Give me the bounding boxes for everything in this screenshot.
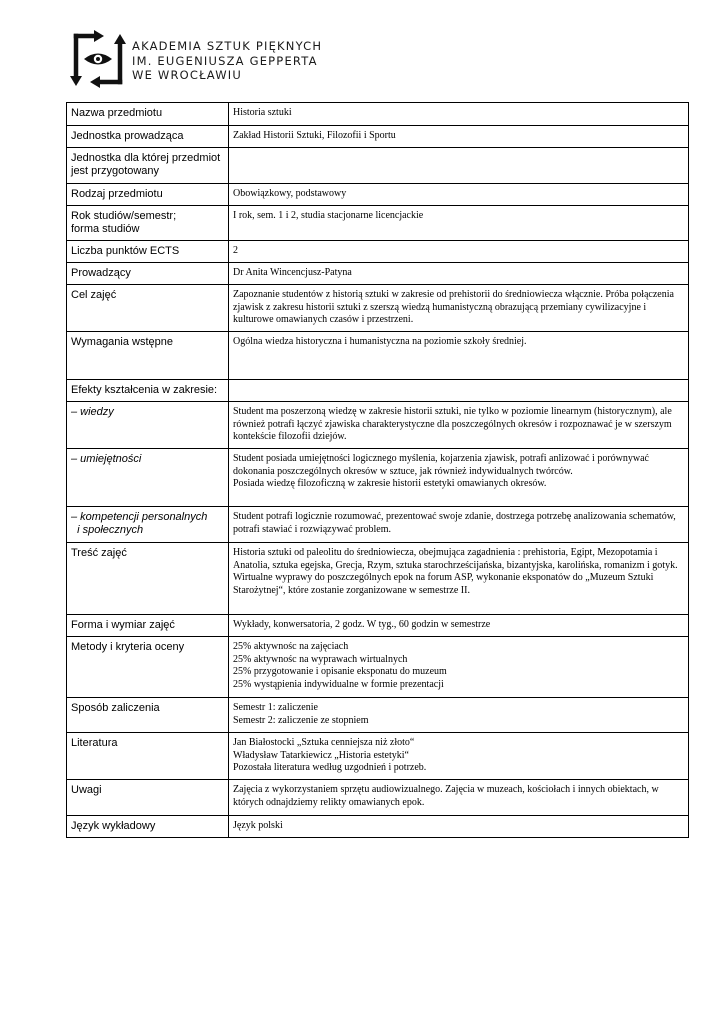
row-notes xyxy=(67,780,689,816)
value-requirements: Ogólna wiedza historyczna i humanistyczna na poziomie szkoły średniej. xyxy=(229,332,689,380)
label-skills: – umiejętności xyxy=(67,449,229,507)
value-unit: Zakład Historii Sztuki, Filozofii i Sportu xyxy=(229,126,689,148)
label-ects: Liczba punktów ECTS xyxy=(67,241,229,263)
row-language xyxy=(67,816,689,838)
row-knowledge xyxy=(67,402,689,449)
value-lecturer: Dr Anita Wincencjusz-Patyna xyxy=(229,263,689,285)
row-competences xyxy=(67,507,689,543)
label-language: Język wykładowy xyxy=(67,816,229,838)
row-requirements xyxy=(67,332,689,380)
row-ects xyxy=(67,241,689,263)
row-course-name xyxy=(67,103,689,126)
course-syllabus-table xyxy=(66,102,689,838)
university-name xyxy=(132,39,322,83)
label-goal: Cel zajęć xyxy=(67,285,229,332)
label-knowledge: – wiedzy xyxy=(67,402,229,449)
label-unit: Jednostka prowadząca xyxy=(67,126,229,148)
label-content: Treść zajęć xyxy=(67,543,229,615)
row-content xyxy=(67,543,689,615)
label-literature: Literatura xyxy=(67,733,229,780)
row-literature xyxy=(67,733,689,780)
value-notes: Zajęcia z wykorzystaniem sprzętu audiowizualnego. Zajęcia w muzeach, kościołach i innych obiektach, w których odnajdziemy relikty omawianych epok. xyxy=(229,780,689,816)
value-ects: 2 xyxy=(229,241,689,263)
label-notes: Uwagi xyxy=(67,780,229,816)
value-assessment: 25% aktywnośc na zajęciach 25% aktywnośc na wyprawach wirtualnych 25% przygotowanie i opisanie eksponatu do muzeum 25% wystąpienia indywidualne w formie prezentacji xyxy=(229,637,689,698)
label-assessment: Metody i kryteria oceny xyxy=(67,637,229,698)
value-form: Wykłady, konwersatoria, 2 godz. W tyg., 60 godzin w semestrze xyxy=(229,615,689,637)
value-goal: Zapoznanie studentów z historią sztuki w zakresie od prehistorii do średniowiecza włącznie. Próba połączenia zjawisk z zakresu historii sztuki z szerszą wiedzą humanistyczną obrazującą przemiany cywilizacyjne i kulturowe omawianych czasów i przestrzeni. xyxy=(229,285,689,332)
label-form: Forma i wymiar zajęć xyxy=(67,615,229,637)
value-year: I rok, sem. 1 i 2, studia stacjonarne licencjackie xyxy=(229,206,689,241)
eye-in-arrows-logo-icon xyxy=(68,30,128,88)
label-requirements: Wymagania wstępne xyxy=(67,332,229,380)
label-year: Rok studiów/semestr; forma studiów xyxy=(67,206,229,241)
label-target-unit: Jednostka dla której przedmiot jest przygotowany xyxy=(67,148,229,184)
row-skills xyxy=(67,449,689,507)
label-course-type: Rodzaj przedmiotu xyxy=(67,184,229,206)
value-outcomes-header xyxy=(229,380,689,402)
row-year xyxy=(67,206,689,241)
row-form xyxy=(67,615,689,637)
value-language: Język polski xyxy=(229,816,689,838)
value-knowledge: Student ma poszerzoną wiedzę w zakresie historii sztuki, nie tylko w poziomie linearnym (historycznym), ale również potrafi łączyć zjawiska charakterystyczne dla poszczególnych okresów i rozpoznawać je w szerszym kontekście filozofii dziejów. xyxy=(229,402,689,449)
value-course-type: Obowiązkowy, podstawowy xyxy=(229,184,689,206)
university-line-3: WE WROCŁAWIU xyxy=(132,68,243,82)
row-lecturer xyxy=(67,263,689,285)
value-competences: Student potrafi logicznie rozumować, prezentować swoje zdanie, dostrzega potrzebę analizowania schematów, potrafi stawiać i rozwiązywać problem. xyxy=(229,507,689,543)
university-line-1: AKADEMIA SZTUK PIĘKNYCH xyxy=(132,39,323,53)
row-credit xyxy=(67,698,689,733)
value-literature: Jan Białostocki „Sztuka cenniejsza niż złoto“ Władysław Tatarkiewicz „Historia estetyki“ Pozostała literatura według uzgodnień i potrzeb. xyxy=(229,733,689,780)
row-unit xyxy=(67,126,689,148)
row-target-unit xyxy=(67,148,689,184)
row-outcomes-header xyxy=(67,380,689,402)
label-course-name: Nazwa przedmiotu xyxy=(67,103,229,126)
label-lecturer: Prowadzący xyxy=(67,263,229,285)
label-credit: Sposób zaliczenia xyxy=(67,698,229,733)
value-content: Historia sztuki od paleolitu do średniowiecza, obejmująca zagadnienia : prehistoria, Egipt, Mezopotamia i Anatolia, sztuka egejska, Grecja, Rzym, sztuka starochrześcijańska, bizantyjska, karolińska, romanizm i gotyk. Wirtualne wyprawy do poszczególnych epok na forum ASP, wykonanie eksponatów do „Muzeum Sztuki Starożytnej“, które zostanie zorganizowane w semestrze II. xyxy=(229,543,689,615)
label-competences: – kompetencji personalnych i społecznych xyxy=(67,507,229,543)
row-assessment xyxy=(67,637,689,698)
row-goal xyxy=(67,285,689,332)
university-line-2: IM. EUGENIUSZA GEPPERTA xyxy=(132,53,318,68)
value-course-name: Historia sztuki xyxy=(229,103,689,126)
row-course-type xyxy=(67,184,689,206)
value-skills: Student posiada umiejętności logicznego myślenia, kojarzenia zjawisk, potrafi anlizować i porównywać dokonania poszczególnych okresów w sztuce, jak również indywidualnych twórców. Posiada wiedzę filozoficzną w zakresie historii estetyki omawianych okresów. xyxy=(229,449,689,507)
value-credit: Semestr 1: zaliczenie Semestr 2: zaliczenie ze stopniem xyxy=(229,698,689,733)
value-target-unit xyxy=(229,148,689,184)
label-outcomes-header: Efekty kształcenia w zakresie: xyxy=(67,380,229,402)
